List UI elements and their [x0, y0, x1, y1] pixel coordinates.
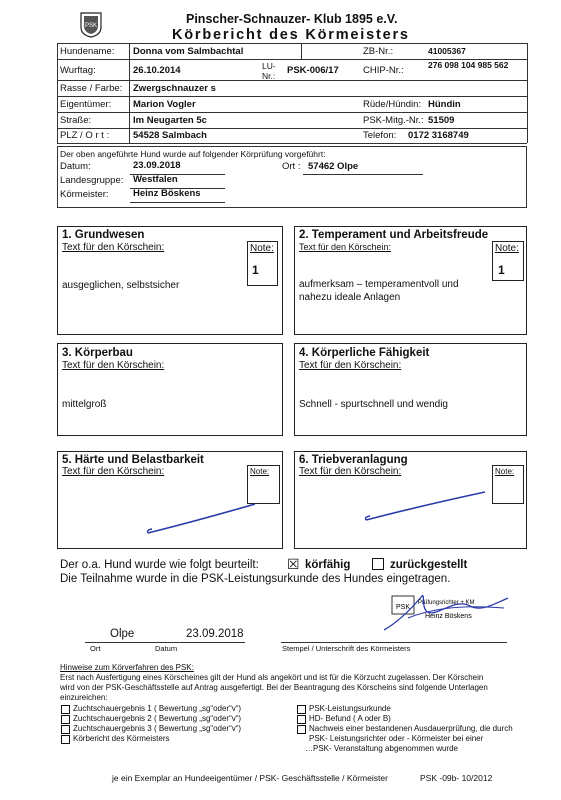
- hinweis-item: Nachweis einer bestandenen Ausdauerprüfung, die durch: [309, 724, 513, 733]
- checkbox-koerfaehig[interactable]: ☒: [287, 556, 300, 572]
- eigentuemer-label: Eigentümer:: [60, 99, 112, 110]
- datum-label: Datum:: [60, 161, 91, 172]
- hinweis-item: PSK- Leistungsrichter oder - Körmeister bei einer: [309, 734, 484, 743]
- checkbox[interactable]: [61, 715, 70, 724]
- hinweis-item: PSK-Leistungsurkunde: [309, 704, 391, 713]
- signature-scribble: [378, 588, 518, 638]
- wurftag-value: 26.10.2014: [133, 65, 181, 76]
- plz-value: 54528 Salmbach: [133, 130, 207, 141]
- section-sub: Text für den Körschein:: [299, 242, 392, 252]
- note-label: Note:: [495, 467, 515, 476]
- mitg-value: 51509: [428, 115, 455, 126]
- hinweis-item: …PSK- Veranstaltung abgenommen wurde: [305, 744, 458, 753]
- lu-value: PSK-006/17: [287, 65, 339, 76]
- hinweis-item: Zuchtschauergebnis 1 ( Bewertung „sg“oder“v“): [73, 704, 242, 713]
- section-title: 2. Temperament und Arbeitsfreude: [299, 229, 489, 241]
- footer-code: PSK -09b- 10/2012: [420, 773, 493, 783]
- section-text: mittelgroß: [62, 399, 107, 410]
- section-sub: Text für den Körschein:: [299, 360, 402, 371]
- option-zurueckgestellt: zurückgestellt: [390, 559, 468, 571]
- hinweis-item: Körbericht des Körmeisters: [73, 734, 170, 743]
- checkbox[interactable]: [61, 735, 70, 744]
- strike-line: [140, 500, 260, 540]
- signature-ort: Olpe: [110, 628, 135, 640]
- meister-value: Heinz Böskens: [133, 188, 201, 199]
- stamp-psk: PSK: [395, 604, 411, 611]
- note-value: 1: [498, 263, 505, 277]
- section-title: 4. Körperliche Fähigkeit: [299, 347, 430, 359]
- section-title: 6. Triebveranlagung: [299, 454, 408, 466]
- psk-logo-icon: [80, 12, 102, 38]
- section-title: 1. Grundwesen: [62, 229, 145, 241]
- section-title: 3. Körperbau: [62, 347, 133, 359]
- signature-datum: 23.09.2018: [186, 628, 244, 640]
- page-title: Körbericht des Körmeisters: [172, 27, 410, 43]
- field-grid: [57, 43, 527, 143]
- section-text: aufmerksam – temperamentvoll und nahezu ideale Anlagen: [299, 279, 459, 303]
- section-text: ausgeglichen, selbstsicher: [62, 280, 180, 291]
- checkbox[interactable]: [297, 705, 306, 714]
- strasse-label: Straße:: [60, 115, 92, 126]
- strike-line: [360, 488, 490, 528]
- note-label: Note:: [495, 243, 519, 254]
- checkbox-zurueckgestellt[interactable]: [372, 558, 384, 570]
- note-label: Note:: [250, 467, 270, 476]
- datum-caption: Datum: [155, 644, 178, 653]
- hinweise-para: einzureichen:: [60, 693, 108, 702]
- checkbox[interactable]: [297, 715, 306, 724]
- stamp-line2: Heinz Böskens: [425, 613, 472, 620]
- result-line1: Der o.a. Hund wurde wie folgt beurteilt:: [60, 559, 259, 571]
- hinweis-item: HD- Befund ( A oder B): [309, 714, 391, 723]
- meister-label: Körmeister:: [60, 189, 109, 200]
- ort-value: 57462 Olpe: [308, 161, 359, 172]
- section-text: Schnell - spurtschnell und wendig: [299, 399, 448, 410]
- hundename-value: Donna vom Salmbachtal: [133, 46, 244, 57]
- ruede-label: Rüde/Hündin:: [363, 99, 422, 110]
- hinweis-item: Zuchtschauergebnis 2 ( Bewertung „sg“oder“v“): [73, 714, 242, 723]
- ort-label: Ort :: [282, 161, 301, 172]
- stamp-line1: Prüfungsrichter + KM: [418, 600, 475, 606]
- eigentuemer-value: Marion Vogler: [133, 99, 196, 110]
- gruppe-value: Westfalen: [133, 174, 178, 185]
- strasse-value: Im Neugarten 5c: [133, 115, 207, 126]
- telefon-label: Telefon:: [363, 130, 397, 141]
- ruede-value: Hündin: [428, 99, 461, 110]
- zb-value: 41005367: [428, 46, 466, 56]
- footer-text: je ein Exemplar an Hundeeigentümer / PSK- Geschäftsstelle / Körmeister: [112, 773, 388, 783]
- ort-caption: Ort: [90, 644, 101, 653]
- section-sub: Text für den Körschein:: [62, 242, 165, 253]
- club-name: Pinscher-Schnauzer- Klub 1895 e.V.: [186, 12, 398, 26]
- section-sub: Text für den Körschein:: [299, 466, 402, 477]
- pruefung-intro: Der oben angeführte Hund wurde auf folgender Körprüfung vorgeführt:: [60, 149, 326, 159]
- section-sub: Text für den Körschein:: [62, 360, 165, 371]
- plz-label: PLZ / O r t :: [60, 130, 110, 141]
- mitg-label: PSK-Mitg.-Nr.:: [363, 115, 424, 126]
- option-koerfaehig: körfähig: [305, 559, 351, 571]
- lu-label: LU- Nr.:: [262, 61, 276, 81]
- telefon-value: 0172 3168749: [408, 130, 469, 141]
- hinweise-para: wird von der PSK-Geschäftsstelle auf Antrag ausgefertigt. Bei der Beantragung des Körscheins sind folgende Unterlagen: [60, 683, 488, 692]
- hinweis-item: Zuchtschauergebnis 3 ( Bewertung „sg“oder“v“): [73, 724, 242, 733]
- datum-value: 23.09.2018: [133, 160, 181, 171]
- rasse-value: Zwergschnauzer s: [133, 83, 216, 94]
- chip-value: 276 098 104 985 562: [428, 60, 509, 70]
- note-value: 1: [252, 263, 259, 277]
- psk-logo: [80, 12, 102, 38]
- checkbox[interactable]: [61, 725, 70, 734]
- wurftag-label: Wurftag:: [60, 65, 96, 76]
- hinweise-title: Hinweise zum Körverfahren des PSK:: [60, 663, 194, 672]
- hundename-label: Hundename:: [60, 46, 115, 57]
- zb-label: ZB-Nr.:: [363, 46, 394, 57]
- checkbox[interactable]: [61, 705, 70, 714]
- gruppe-label: Landesgruppe:: [60, 175, 124, 186]
- rasse-label: Rasse / Farbe:: [60, 83, 123, 94]
- note-label: Note:: [250, 243, 274, 254]
- section-sub: Text für den Körschein:: [62, 466, 165, 477]
- chip-label: CHIP-Nr.:: [363, 65, 404, 76]
- section-title: 5. Härte und Belastbarkeit: [62, 454, 204, 466]
- result-line2: Die Teilnahme wurde in die PSK-Leistungsurkunde des Hundes eingetragen.: [60, 573, 451, 585]
- checkbox[interactable]: [297, 725, 306, 734]
- stempel-caption: Stempel / Unterschrift des Körmeisters: [282, 644, 411, 653]
- hinweise-para: Erst nach Ausfertigung eines Körscheines gilt der Hund als angekört und ist für die Körzucht zugelassen. Der Körschein: [60, 673, 484, 682]
- logo-text: PSK: [84, 23, 98, 29]
